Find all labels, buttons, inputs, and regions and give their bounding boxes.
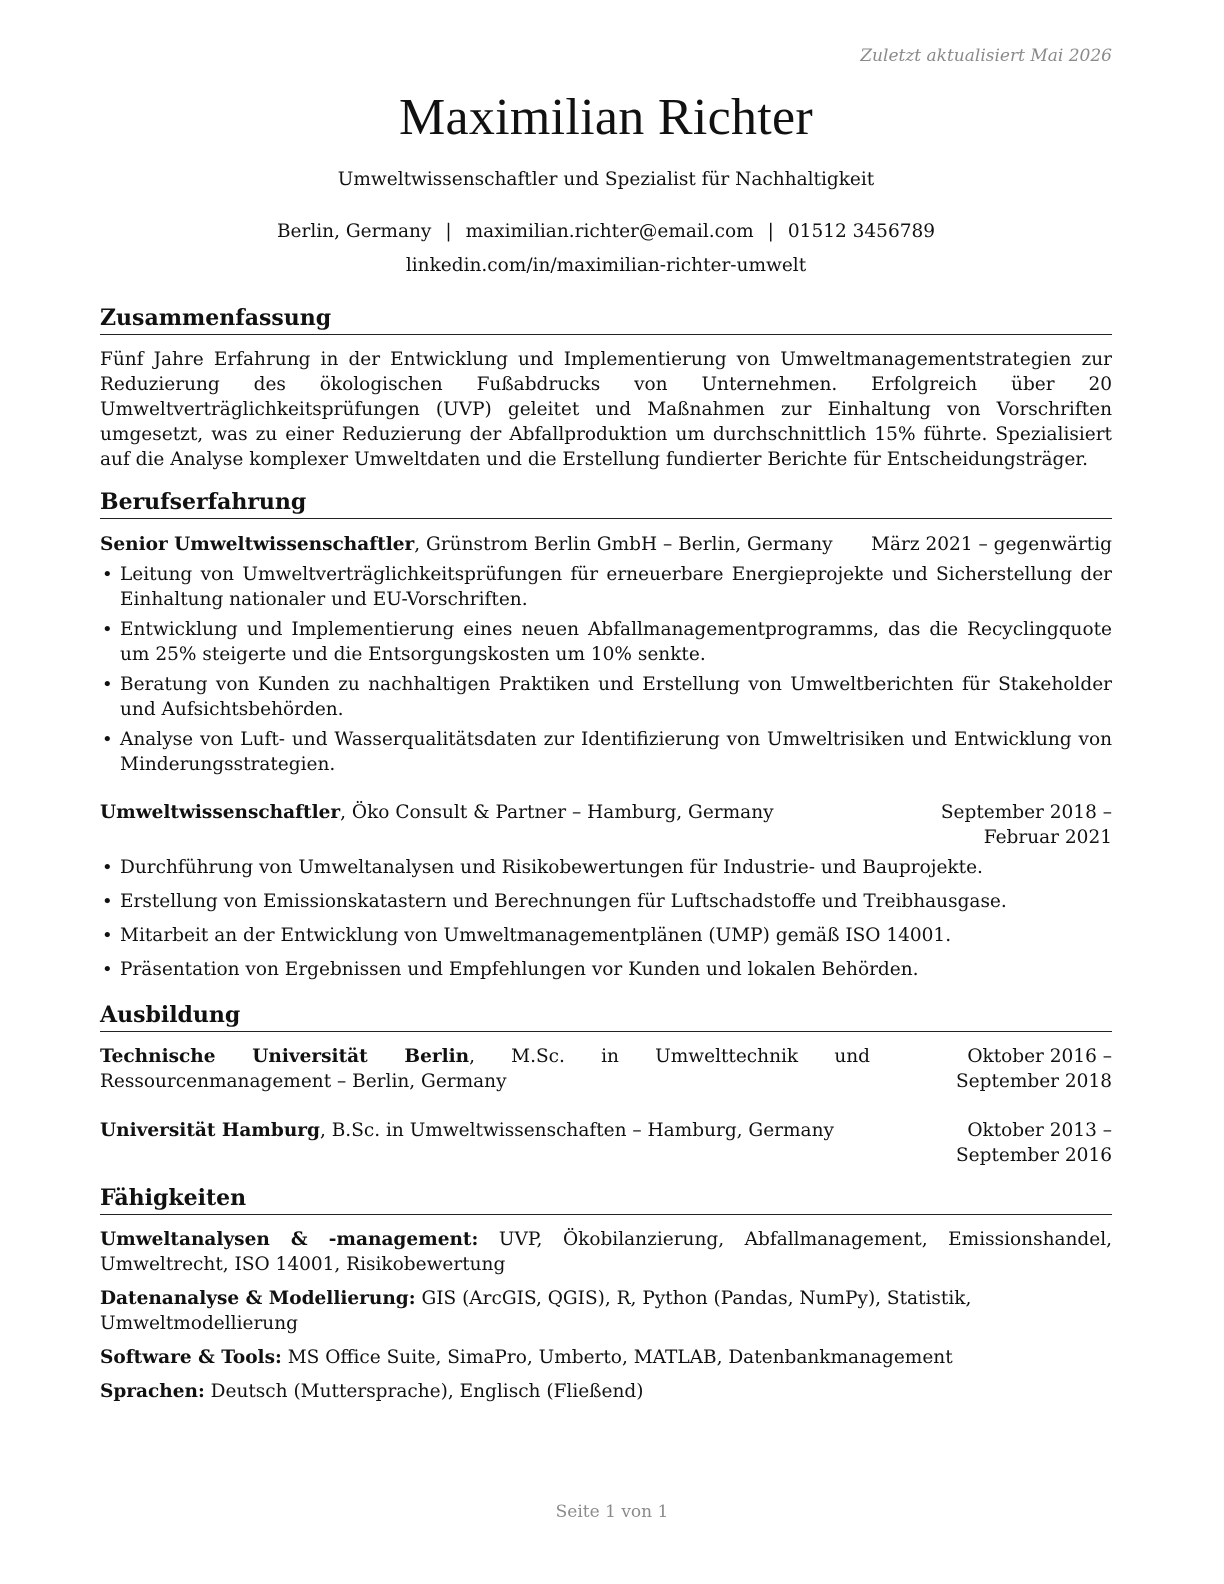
job-company: , Öko Consult & Partner – Hamburg, Germany <box>340 802 774 823</box>
bullet-icon: • <box>102 564 113 585</box>
degree: , B.Sc. in Umweltwissenschaften – Hamburg, Germany <box>319 1120 834 1141</box>
bullet-icon: • <box>102 891 113 912</box>
bullet-icon: • <box>102 619 113 640</box>
job-bullets <box>100 855 1112 982</box>
skill-row <box>100 1286 1112 1336</box>
email-link[interactable]: maximilian.richter@email.com <box>465 221 754 242</box>
job-entry <box>100 800 1112 982</box>
degree: , M.Sc. in Umwelttechnik und Ressourcenmanagement – Berlin, Germany <box>100 1046 870 1092</box>
skill-value: UVP, Ökobilanzierung, Abfallmanagement, Emissionshandel, Umweltrecht, ISO 14001, Risikobewertung <box>100 1229 1113 1275</box>
bullet-icon: • <box>102 729 113 750</box>
skills-list <box>100 1227 1112 1404</box>
skill-row <box>100 1345 1112 1370</box>
job-role: Senior Umweltwissenschaftler <box>100 534 415 555</box>
headline: Umweltwissenschaftler und Spezialist für Nachhaltigkeit <box>337 169 875 190</box>
job-bullets <box>100 562 1112 777</box>
bullet-icon: • <box>102 674 113 695</box>
section-title-experience: Berufserfahrung <box>100 488 1112 519</box>
candidate-name: Maximilian Richter <box>398 89 814 146</box>
skill-value: Deutsch (Muttersprache), Englisch (Fließend) <box>204 1381 644 1402</box>
list-item: • Entwicklung und Implementierung eines neuen Abfallmanagementprogramms, das die Recyclingquote um 25% steigerte und die Entsorgungskosten um 10% senkte. <box>102 619 1112 665</box>
skill-label: Software & Tools: <box>100 1347 282 1368</box>
list-item: • Durchführung von Umweltanalysen und Risikobewertungen für Industrie- und Bauprojekte. <box>102 857 983 878</box>
skill-value: MS Office Suite, SimaPro, Umberto, MATLAB, Datenbankmanagement <box>281 1347 953 1368</box>
bullet-icon: • <box>102 925 113 946</box>
education-entry <box>100 1118 1112 1166</box>
contact-line <box>100 219 1112 244</box>
section-title-skills: Fähigkeiten <box>100 1184 1112 1215</box>
separator: | <box>767 221 774 242</box>
job-role: Umweltwissenschaftler <box>100 802 341 823</box>
page-number: Seite 1 von 1 <box>555 1502 669 1522</box>
list-item: • Präsentation von Ergebnissen und Empfehlungen vor Kunden und lokalen Behörden. <box>102 959 919 980</box>
skill-label: Umweltanalysen & -management: <box>100 1229 479 1250</box>
separator: | <box>445 221 452 242</box>
list-item: • Mitarbeit an der Entwicklung von Umweltmanagementplänen (UMP) gemäß ISO 14001. <box>102 925 952 946</box>
education-dates: Oktober 2013 – September 2016 <box>956 1120 1112 1166</box>
skill-row <box>100 1379 1112 1404</box>
job-dates: März 2021 – gegenwärtig <box>871 534 1112 555</box>
job-dates: September 2018 – Februar 2021 <box>940 802 1112 848</box>
skill-row <box>100 1227 1112 1277</box>
list-item: • Erstellung von Emissionskatastern und Berechnungen für Luftschadstoffe und Treibhausgase. <box>102 891 1007 912</box>
phone: 01512 3456789 <box>787 221 936 242</box>
list-item: • Analyse von Luft- und Wasserqualitätsdaten zur Identifizierung von Umweltrisiken und Entwicklung von Minderungsstrategien. <box>102 729 1112 775</box>
education-entry <box>100 1044 1112 1094</box>
job-company: , Grünstrom Berlin GmbH – Berlin, Germany <box>414 534 833 555</box>
last-updated: Zuletzt aktualisiert Mai 2026 <box>860 46 1112 66</box>
education-header <box>100 1118 1112 1166</box>
job-entry <box>100 532 1112 777</box>
linkedin-link[interactable]: linkedin.com/in/maximilian-richter-umwelt <box>405 255 807 276</box>
skill-label: Datenanalyse & Modellierung: <box>100 1288 416 1309</box>
skill-label: Sprachen: <box>100 1381 205 1402</box>
summary-text: Fünf Jahre Erfahrung in der Entwicklung und Implementierung von Umweltmanagementstrategien zur Reduzierung des ökologischen Fußabdrucks von Unternehmen. Erfolgreich über 20 Umweltverträglichkeitsprüfungen (UVP) geleitet und Maßnahmen zur Einhaltung von Vorschriften umgesetzt, was zu einer Reduzierung der Abfallproduktion um durchschnittlich 15% führte. Spezialisiert auf die Analyse komplexer Umweltdaten und die Erstellung fundierter Berichte für Entscheidungsträger. <box>100 349 1112 470</box>
list-item: • Beratung von Kunden zu nachhaltigen Praktiken und Erstellung von Umweltberichten für Stakeholder und Aufsichtsbehörden. <box>102 674 1112 720</box>
section-title-education: Ausbildung <box>100 1001 1112 1032</box>
location: Berlin, Germany <box>276 221 432 242</box>
education-header <box>100 1044 1112 1094</box>
skill-value: GIS (ArcGIS, QGIS), R, Python (Pandas, NumPy), Statistik, Umweltmodellierung <box>100 1288 972 1334</box>
education-dates: Oktober 2016 – September 2018 <box>956 1046 1112 1092</box>
list-item: • Leitung von Umweltverträglichkeitsprüfungen für erneuerbare Energieprojekte und Sicherstellung der Einhaltung nationaler und EU-Vorschriften. <box>102 564 1112 610</box>
school-name: Technische Universität Berlin <box>100 1046 470 1067</box>
job-header <box>100 532 1112 557</box>
school-name: Universität Hamburg <box>100 1120 320 1141</box>
bullet-icon: • <box>102 857 113 878</box>
bullet-icon: • <box>102 959 113 980</box>
job-header <box>100 800 1112 848</box>
section-title-summary: Zusammenfassung <box>100 304 1112 335</box>
